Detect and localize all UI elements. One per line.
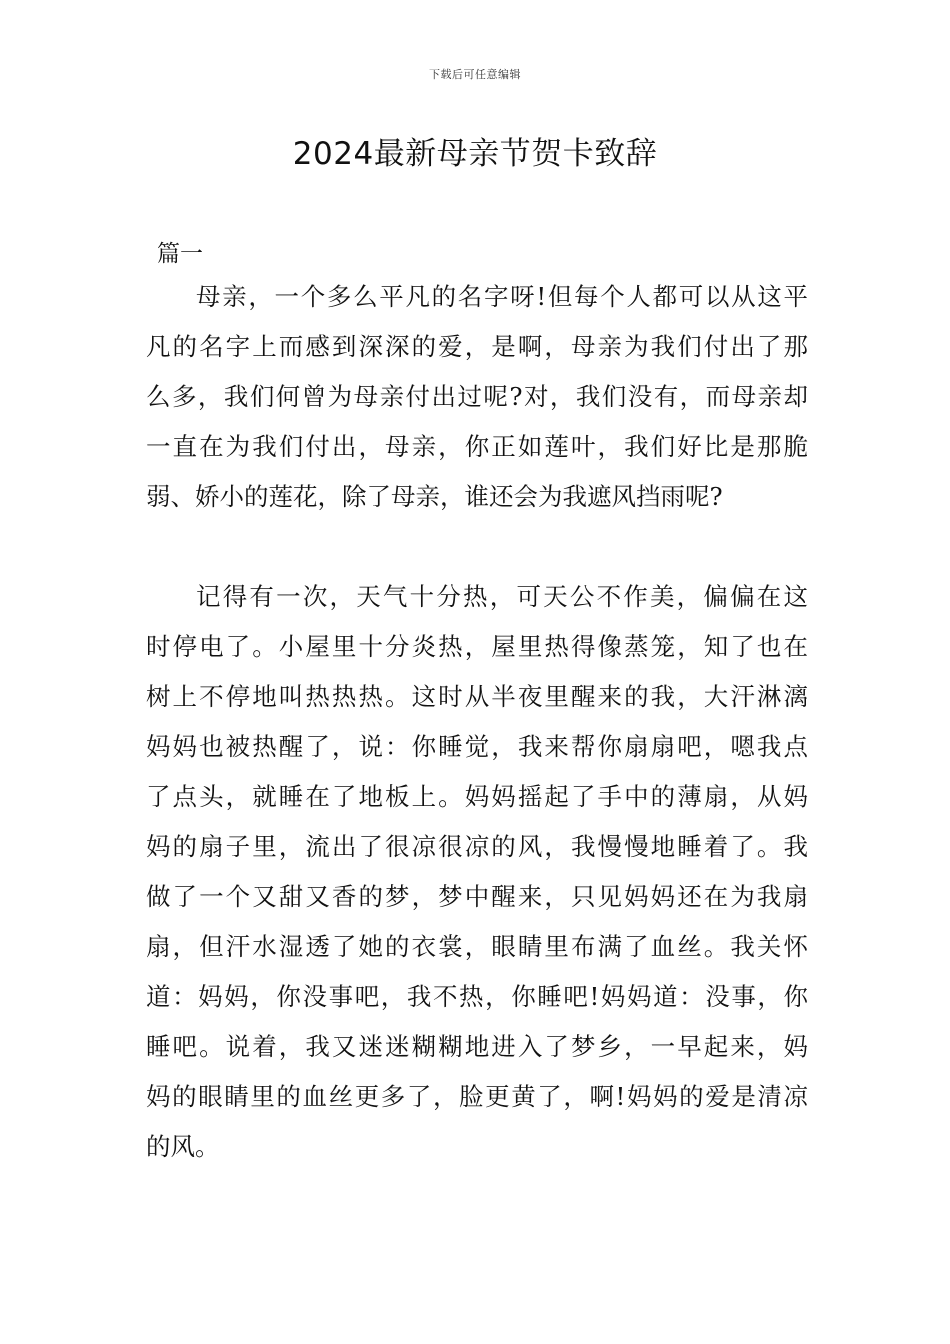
paragraph-line: 么多，我们何曾为母亲付出过呢?对，我们没有，而母亲却 [146,382,808,411]
paragraph-line: 妈妈也被热醒了，说：你睡觉，我来帮你扇扇吧，嗯我点 [146,732,808,761]
paragraph-line: 一直在为我们付出，母亲，你正如莲叶，我们好比是那脆 [146,432,808,461]
paragraph-line: 道：妈妈，你没事吧，我不热，你睡吧!妈妈道：没事，你 [146,982,808,1011]
paragraph-line: 扇，但汗水湿透了她的衣裳，眼睛里布满了血丝。我关怀 [146,932,808,961]
paragraph-line: 做了一个又甜又香的梦，梦中醒来，只见妈妈还在为我扇 [146,882,808,911]
paragraph-line: 时停电了。小屋里十分炎热，屋里热得像蒸笼，知了也在 [146,632,808,661]
paragraph-line: 弱、娇小的莲花，除了母亲，谁还会为我遮风挡雨呢? [146,482,723,511]
paragraph-line: 妈的眼睛里的血丝更多了，脸更黄了，啊!妈妈的爱是清凉 [146,1082,808,1111]
section-label: 篇一 [157,241,203,267]
paragraph-line: 了点头，就睡在了地板上。妈妈摇起了手中的薄扇，从妈 [146,782,808,811]
paragraph-line: 的风。 [146,1132,220,1161]
document-title: 2024最新母亲节贺卡致辞 [292,136,658,172]
paragraph-line: 记得有一次，天气十分热，可天公不作美，偏偏在这 [196,582,808,611]
paragraph-2 [146,572,808,1172]
paragraph-line: 凡的名字上而感到深深的爱，是啊，母亲为我们付出了那 [146,332,808,361]
paragraph-line: 睡吧。说着，我又迷迷糊糊地进入了梦乡，一早起来，妈 [146,1032,808,1061]
header-note: 下载后可任意编辑 [429,68,521,81]
paragraph-line: 树上不停地叫热热热。这时从半夜里醒来的我，大汗淋漓 [146,682,808,711]
paragraph-line: 妈的扇子里，流出了很凉很凉的风，我慢慢地睡着了。我 [146,832,808,861]
paragraph-1 [146,272,808,522]
paragraph-line: 母亲，一个多么平凡的名字呀!但每个人都可以从这平 [196,282,808,311]
